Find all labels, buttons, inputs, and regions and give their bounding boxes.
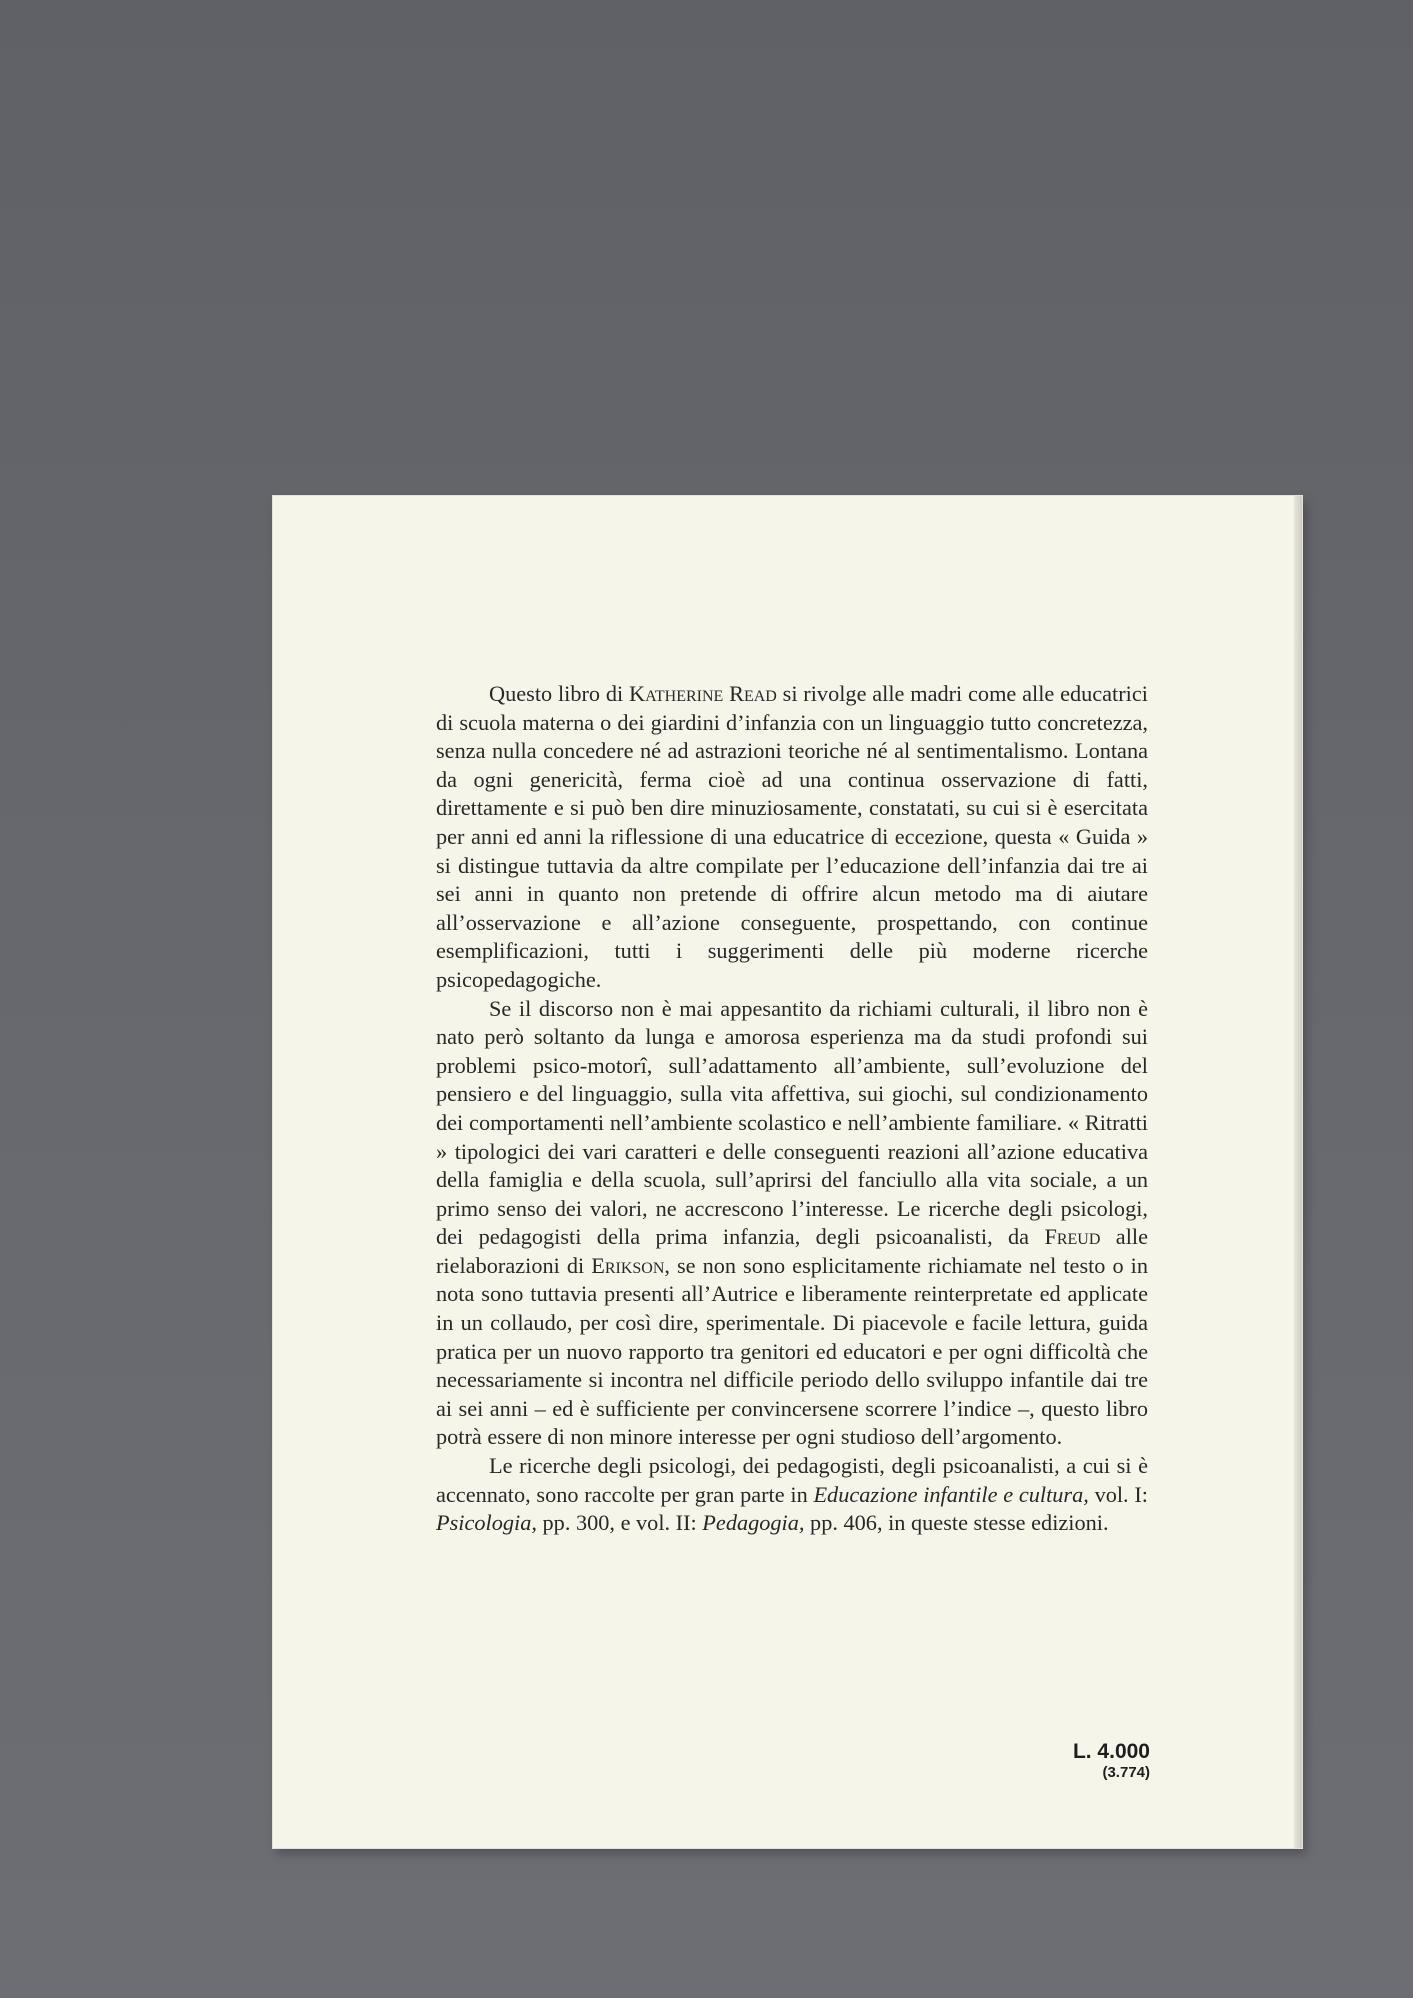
text: pp. 406, in queste stesse edizioni. [804,1510,1109,1536]
text: alle rielaborazioni di [436,1224,1148,1278]
text: Se il discorso non è mai appesantito da richiami culturali, il libro non è nato però soltanto da lunga e amorosa esperienza ma da studi profondi sui problemi psico-motorî, sull’adattamento all’ambiente, sull’evoluzione del pensiero e del linguaggio, sulla vita affettiva, sui giochi, sul condizionamento dei comportamenti nell’ambiente scolastico e nell’ambiente familiare. « Ritratti » tipologici dei vari caratteri e delle conseguenti reazioni all’azione educativa della famiglia e della scuola, sull’aprirsi del fanciullo alla vita sociale, a un primo senso dei valori, ne accrescono l’interesse. Le ricerche degli psicologi, dei pedagogisti della prima infanzia, degli psicoanalisti, da [436,995,1148,1250]
price-block [1000,1740,1150,1782]
price: L. 4.000 [1072,1740,1150,1763]
catalog-code: (3.774) [1102,1764,1150,1781]
volume-title: Pedagogia, [702,1510,805,1536]
page-edges [1294,496,1302,1848]
author-name: Katherine Read [629,681,777,706]
text: Questo libro di [489,681,629,706]
paragraph-3 [436,1452,1148,1538]
text: Le ricerche degli psicologi, dei pedagogisti, degli psicoanalisti, a cui si è accennato, sono raccolte per gran parte in [436,1453,1148,1507]
back-cover-blurb [436,680,1148,1538]
volume-title: Psicologia, [436,1510,537,1536]
text: pp. 300, e vol. II: [536,1510,703,1536]
book-title: Educazione infantile e cultura, [813,1481,1089,1507]
text: si rivolge alle madri come alle educatrici di scuola materna o dei giardini d’infanzia con un linguaggio tutto concretezza, senza nulla concedere né ad astrazioni teoriche né al sentimentalismo. Lontana da ogni genericità, ferma cioè ad una continua osservazione di fatti, direttamente e si può ben dire minuziosamente, constatati, su cui si è esercitata per anni ed anni la riflessione di una educatrice di eccezione, questa « Guida » si distingue tuttavia da altre compilate per l’educazione dell’infanzia dai tre ai sei anni in quanto non pretende di offrire alcun metodo ma di aiutare all’osservazione e all’azione conseguente, prospettando, con continue esemplificazioni, tutti i suggerimenti delle più moderne ricerche psicopedagogiche. [436,681,1148,992]
name-freud: Freud [1044,1224,1101,1250]
paragraph-1 [436,680,1148,995]
text: , se non sono esplicitamente richiamate nel testo o in nota sono tuttavia presenti all’Autrice e liberamente reinterpretate ed applicate in un collaudo, per così dire, sperimentale. Di piacevole e facile lettura, guida pratica per un nuovo rapporto tra genitori ed educatori e per ogni difficoltà che necessariamente si incontra nel difficile periodo dello sviluppo infantile dai tre ai sei anni – ed è sufficiente per convincersene scorrere l’indice –, questo libro potrà essere di non minore interesse per ogni studioso dell’argomento. [436,1252,1148,1450]
paragraph-2 [436,995,1148,1453]
name-erikson: Erikson [591,1252,665,1278]
text: vol. I: [1088,1481,1148,1507]
